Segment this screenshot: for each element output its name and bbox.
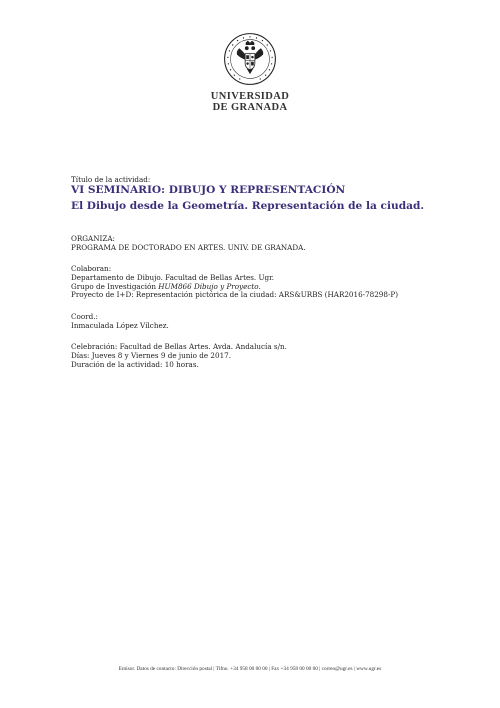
details-section [71,343,461,369]
colaboran-line2-italic: HUM866 Dibujo y Proyecto [158,281,259,291]
colaboran-line3: Proyecto de I+D: Representación pictórica de la ciudad: ARS&URBS (HAR2016-78298-P) [71,290,399,300]
colaboran-label: Colaboran: [71,264,112,273]
activity-title-line1: VI SEMINARIO: DIBUJO Y REPRESENTACIÓN [71,184,346,196]
activity-title-line2: El Dibujo desde la Geometría. Representación de la ciudad. [71,200,425,212]
activity-label: Título de la actividad: [71,175,151,184]
dias-line: Días: Jueves 8 y Viernes 9 de junio de 2017. [71,350,232,360]
colaboran-section [71,265,461,300]
university-logo [208,32,292,113]
colaboran-line1: Departamento de Dibujo. Facultad de Bellas Artes. Ugr. [71,272,275,282]
coord-label: Coord.: [71,312,98,321]
coord-section [71,313,461,331]
celebracion-line: Celebración: Facultad de Bellas Artes. Avda. Andalucía s/n. [71,342,287,351]
university-seal-icon [223,32,277,86]
organiza-label: ORGANIZA: [71,234,115,243]
page-footer: Emisor. Datos de contacto: Dirección postal | Tlfno. +34 958 00 00 00 | Fax +34 958 00 00 00 | correo@ugr.es | www.ugr.es [118,666,382,672]
colaboran-line2-prefix: Grupo de Investigación [71,281,159,291]
organiza-section [71,235,461,253]
colaboran-line2-suffix: . [258,281,261,291]
university-name-line1: UNIVERSIDAD [210,91,290,102]
organiza-value: PROGRAMA DE DOCTORADO EN ARTES. UNIV. DE GRANADA. [71,242,306,252]
duracion-line: Duración de la actividad: 10 horas. [71,359,199,369]
university-name-line2: DE GRANADA [212,102,288,113]
coord-value: Inmaculada López Vílchez. [71,320,169,330]
university-name [208,91,292,113]
